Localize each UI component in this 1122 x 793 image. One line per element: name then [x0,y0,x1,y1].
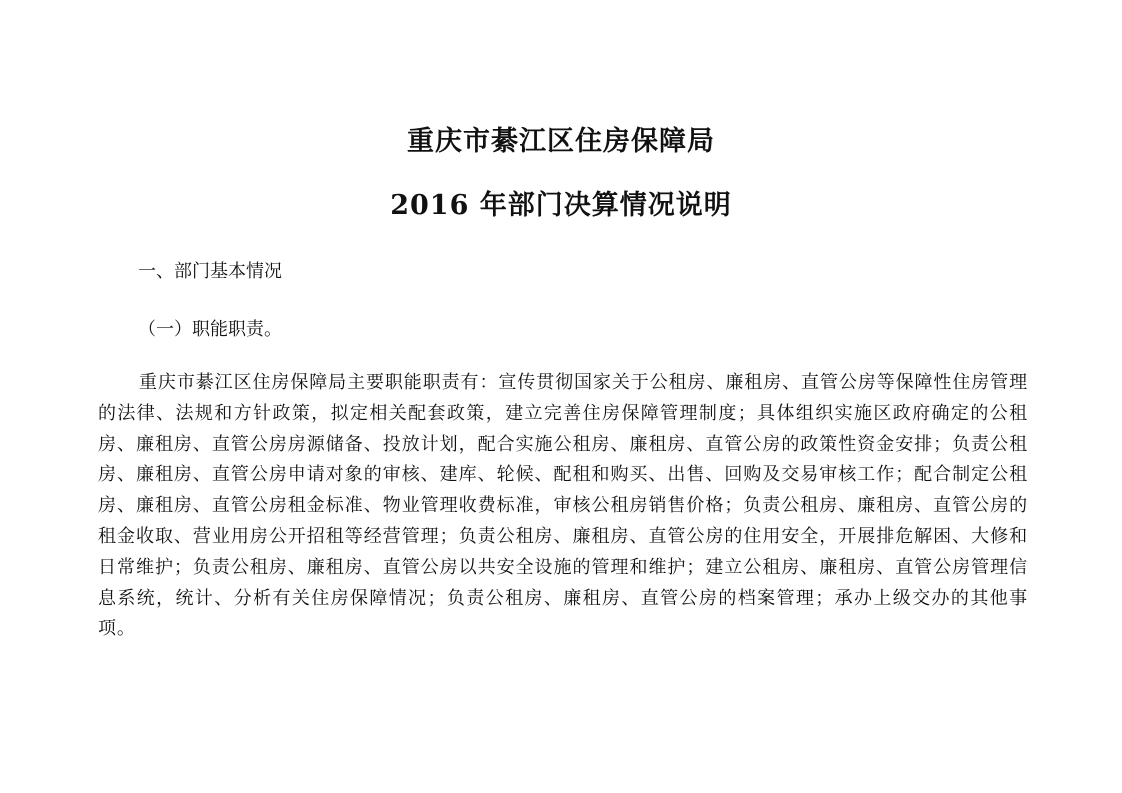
document-subtitle: 2016 年部门决算情况说明 [390,190,732,221]
subsection-heading: （一）职能职责。 [138,319,282,340]
section-heading: 一、部门基本情况 [138,261,282,282]
document-title: 重庆市綦江区住房保障局 [407,126,715,157]
body-paragraph: 重庆市綦江区住房保障局主要职能职责有：宣传贯彻国家关于公租房、廉租房、直管公房等保障性住房管理的法律、法规和方针政策，拟定相关配套政策，建立完善住房保障管理制度；具体组织实施区政府确定的公租房、廉租房、直管公房房源储备、投放计划，配合实施公租房、廉租房、直管公房的政策性资金安排；负责公租房、廉租房、直管公房申请对象的审核、建库、轮候、配租和购买、出售、回购及交易审核工作；配合制定公租房、廉租房、直管公房租金标准、物业管理收费标准，审核公租房销售价格；负责公租房、廉租房、直管公房的租金收取、营业用房公开招租等经营管理；负责公租房、廉租房、直管公房的住用安全，开展排危解困、大修和日常维护；负责公租房、廉租房、直管公房以共安全设施的管理和维护；建立公租房、廉租房、直管公房管理信息系统，统计、分析有关住房保障情况；负责公租房、廉租房、直管公房的档案管理；承办上级交办的其他事项。 [98,372,1028,640]
